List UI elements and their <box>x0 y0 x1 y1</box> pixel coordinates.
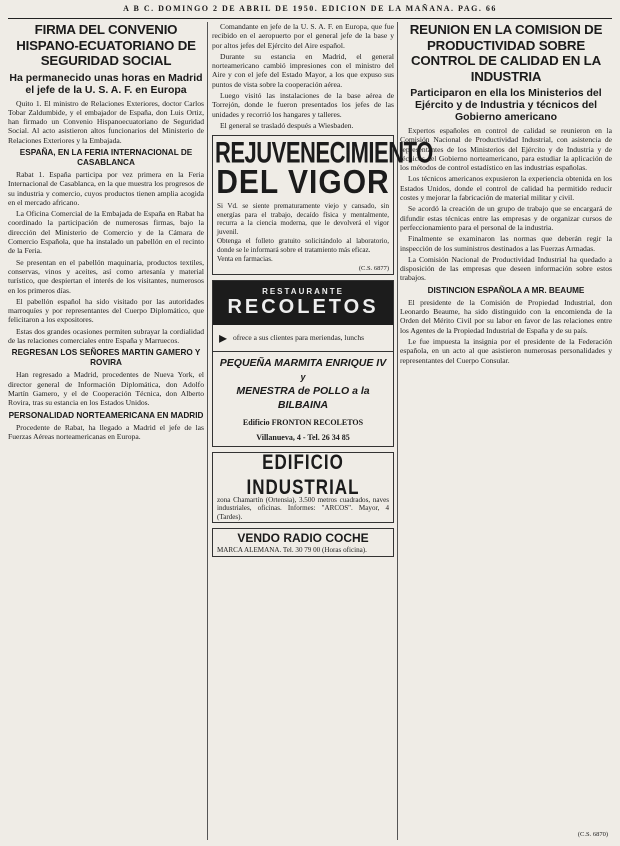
paragraph: El general se trasladó después a Wiesbaden. <box>220 120 354 130</box>
ad-title: EDIFICIO INDUSTRIAL <box>246 449 360 499</box>
paragraph: Luego visitó las instalaciones de la base aérea de Torrejón, donde le fueron presentados los jefes de las unidades y recorrió los hangares y talleres. <box>212 91 394 119</box>
headline-convenio: FIRMA DEL CONVENIO HISPANO-ECUATORIANO DE SEGURIDAD SOCIAL <box>16 22 196 68</box>
paragraph: Comandante en jefe de la U. S. A. F. en Europa, que fue recibido en el aeropuerto por el general jefe de la base y por altos jefes del Ejército del Aire español. <box>212 22 394 50</box>
ad-radio <box>212 528 394 557</box>
ad-edificio <box>212 449 394 524</box>
paragraph: El presidente de la Comisión de Propiedad Industrial, don Leonardo Beaume, ha sido distinguido con la encomienda de la Orden del Mérito Civil por su labor en favor de las relaciones entre los Agentes de la Propiedad Industrial de España y de su país. <box>400 297 612 335</box>
masthead: A B C. DOMINGO 2 DE ABRIL DE 1950. EDICION DE LA MAÑANA. PAG. 66 <box>123 4 497 13</box>
paragraph: Han regresado a Madrid, procedentes de Nueva York, el director general de Información Diplomática, don Adolfo Martín Gamero, y el de Cooperación Técnica, don Alberto Rovira, tras su estancia en los Estados Unidos. <box>8 370 204 408</box>
headline-feria: ESPAÑA, EN LA FERIA INTERNACIONAL DE CASABLANCA <box>19 147 193 167</box>
ad-code: (C.S. 6870) <box>577 831 608 838</box>
column-right <box>400 22 612 840</box>
restaurant-name: RECOLETOS <box>227 295 379 318</box>
column-divider <box>207 22 208 840</box>
arrow-icon: ▸ <box>219 329 228 347</box>
paragraph: Procedente de Rabat, ha llegado a Madrid el jefe de las Fuerzas Aéreas norteamericanas en Europa. <box>8 422 204 441</box>
paragraph: Se acordó la creación de un grupo de trabajo que se encargará de difundir estas técnicas entre las empresas y de organizar cursos de perfeccionamiento para el personal de la industria. <box>400 204 612 232</box>
ad-rejuvenecimiento <box>212 135 433 275</box>
restaurant-label: RESTAURANTE <box>262 286 344 296</box>
restaurant-banner <box>213 281 393 325</box>
paragraph: Se presentan en el pabellón maquinaria, productos textiles, conservas, vinos y aceites, así como artesanía y material turístico, que despiertan el interés de los visitantes, numerosos en los primeros días. <box>8 257 204 295</box>
restaurant-offer <box>213 325 393 351</box>
ad-text: zona Chamartín (Ortensia), 3.500 metros cuadrados, naves industriales, oficinas. Informes: "ARCOS". Mayor, 4 (Tardes). <box>217 495 389 521</box>
paragraph: Quito 1. El ministro de Relaciones Exteriores, doctor Carlos Tobar Zaldumbide, y el embajador de España, don Luis Ortiz, han firmado un Convenio Hispanoecuatoriano de Seguridad Social. Al acto asistieron altos funcionarios del Ministerio de Relaciones Exteriores y la Embajada. <box>8 98 204 145</box>
paragraph: Le fue impuesta la insignia por el presidente de la Federación española, en un acto al que asistieron numerosas personalidades y representantes del Cuerpo Consular. <box>400 336 612 365</box>
headline-productividad: REUNION EN LA COMISION DE PRODUCTIVIDAD SOBRE CONTROL DE CALIDAD EN LA INDUSTRIA <box>409 22 603 84</box>
ad-text: MARCA ALEMANA. Tel. 30 79 00 (Horas oficina). <box>217 546 367 555</box>
subhead-usaf: Ha permanecido unas horas en Madrid el jefe de la U. S. A. F. en Europa <box>9 71 203 96</box>
ad-text: Si Vd. se siente prematuramente viejo y cansado, sin energías para el trabajo, decaído física y mentalmente, recurra a la ciencia moderna, que le devolverá el vigor juvenil. <box>217 202 389 236</box>
paragraph: Expertos españoles en control de calidad se reunieron en la Comisión Nacional de Productividad Industrial, con asistencia de representantes de los Ministerios del Ejército y de Industria y de técnicos del Gobierno norteamericano, para estudiar la aplicación de los métodos de control estadístico en las industrias españolas. <box>400 126 612 173</box>
headline-personalidad: PERSONALIDAD NORTEAMERICANA EN MADRID <box>8 410 204 420</box>
paragraph: Los técnicos americanos expusieron la experiencia obtenida en los Estados Unidos, donde el control de calidad ha permitido reducir costes y mejorar la fabricación de material militar y civil. <box>400 174 612 203</box>
paragraph: Durante su estancia en Madrid, el general norteamericano cambió impresiones con el ministro del Aire y con el jefe del Estado Mayor, a los que expuso sus puntos de vista sobre la cooperación aérea. <box>212 51 394 89</box>
restaurant-address: Edificio FRONTON RECOLETOS <box>242 417 364 427</box>
ad-text: Venta en farmacias. <box>217 255 273 264</box>
ad-restaurante <box>212 280 394 447</box>
column-left <box>8 22 204 840</box>
restaurant-phone: Villanueva, 4 - Tel. 26 34 85 <box>256 432 350 442</box>
ad-subtitle: DEL VIGOR <box>216 164 390 201</box>
paragraph: La Comisión Nacional de Productividad Industrial ha quedado a disposición de las empresas que deseen información sobre estos trabajos. <box>400 254 612 283</box>
paragraph: Rabat 1. España participa por vez primera en la Feria Internacional de Casablanca, en la que muestra los progresos de su industria y comercio, cuyos productos tienen amplia acogida en el mercado africano. <box>8 169 204 207</box>
ad-title: REJUVENECIMIENTO <box>215 135 433 170</box>
ad-title: VENDO RADIO COCHE <box>237 531 369 546</box>
masthead-rule <box>8 18 612 19</box>
ad-text: Obtenga el folleto gratuito solicitándolo al laboratorio, donde se le informará sobre el tratamiento más eficaz. <box>217 237 389 254</box>
paragraph: La Oficina Comercial de la Embajada de España en Rabat ha coordinado la participación de numerosas firmas, bajo la dirección del Ministerio de Comercio y de la Cámara de Comercio Española, que ha instalado un pabellón en el recinto de la Feria. <box>8 209 204 256</box>
paragraph: Finalmente se examinaron las normas que deberán regir la inspección de los suministros destinados a las Fuerzas Armadas. <box>400 234 612 253</box>
menu-item: PEQUEÑA MARMITA ENRIQUE IV <box>219 356 387 369</box>
headline-regresan: REGRESAN LOS SEÑORES MARTIN GAMERO Y ROVIRA <box>11 348 201 368</box>
headline-distincion: DISTINCION ESPAÑOLA A MR. BEAUME <box>427 285 585 295</box>
paragraph: Estas dos grandes ocasiones permiten subrayar la cordialidad de las relaciones comerciales entre España y Marruecos. <box>8 326 204 346</box>
menu-and: y <box>300 371 306 382</box>
menu-item: MENESTRA de POLLO a la BILBAINA <box>236 384 370 411</box>
offer-text: ofrece a sus clientes para meriendas, lunchs <box>233 333 365 343</box>
subhead-ministerios: Participaron en ella los Ministerios del Ejército y de Industria y técnicos del Gobierno americano <box>410 87 602 123</box>
column-middle <box>212 22 433 840</box>
restaurant-menu <box>213 351 393 416</box>
ad-code: (C.S. 6877) <box>358 264 389 272</box>
paragraph: El pabellón español ha sido visitado por las autoridades marroquíes y por representantes del Cuerpo Diplomático, que felicitaron a los expositores. <box>8 296 204 325</box>
